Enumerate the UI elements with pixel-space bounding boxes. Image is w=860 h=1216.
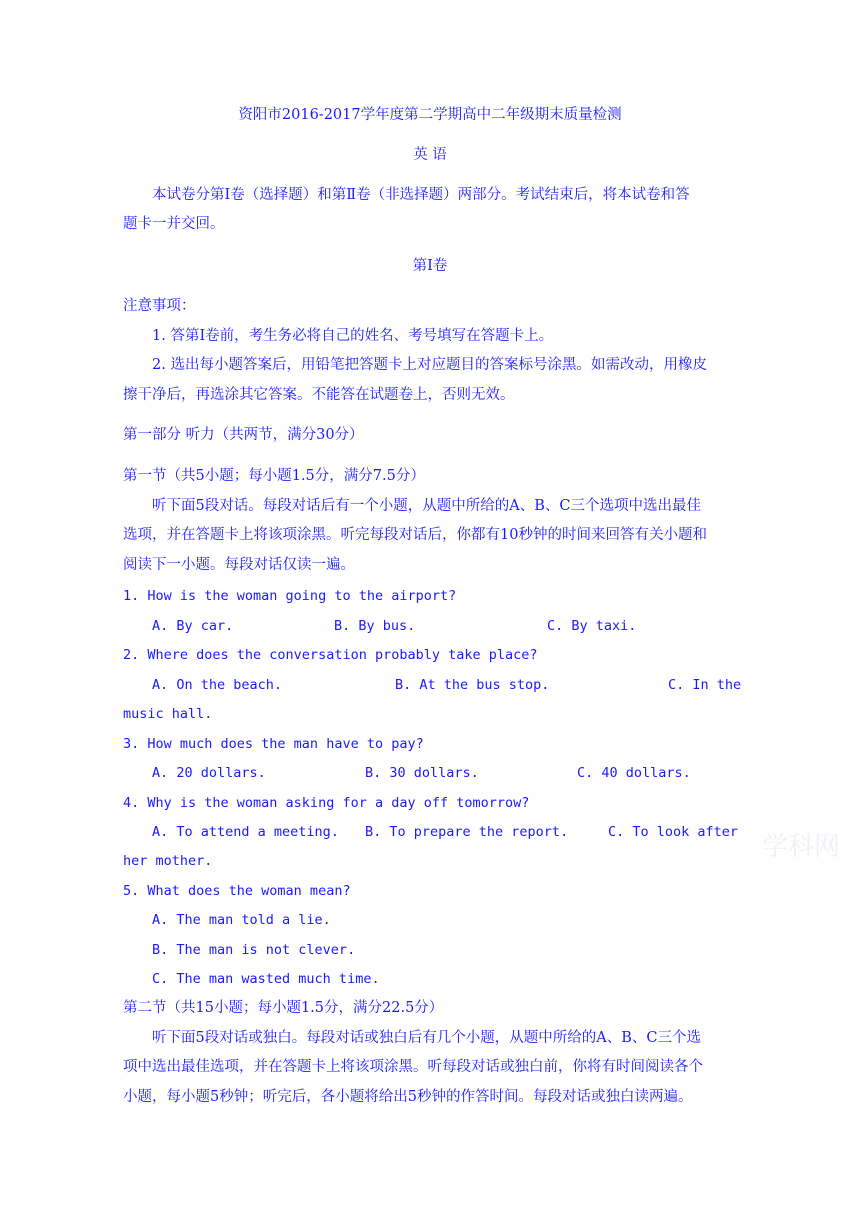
- question-4-option-c: C. To look after: [608, 824, 739, 840]
- question-3-option-b: B. 30 dollars.: [365, 765, 479, 781]
- volume-title: 第Ⅰ卷: [412, 258, 448, 274]
- question-1-option-c: C. By taxi.: [547, 618, 637, 634]
- section-one-instructions-3: 阅读下一小题。每段对话仅读一遍。: [123, 557, 355, 573]
- question-5-option-c: C. The man wasted much time.: [152, 971, 380, 987]
- question-2-option-b: B. At the bus stop.: [395, 677, 550, 693]
- question-2-option-a: A. On the beach.: [152, 677, 283, 693]
- section-two-instructions: 听下面5段对话或独白。每段对话或独白后有几个小题，从题中所给的A、B、C三个选: [152, 1030, 701, 1046]
- intro-text: 本试卷分第Ⅰ卷（选择题）和第Ⅱ卷（非选择题）两部分。考试结束后，将本试卷和答: [152, 187, 690, 203]
- section-one-instructions-2: 选项，并在答题卡上将该项涂黑。听完每段对话后，你都有10秒钟的时间来回答有关小题和: [123, 527, 707, 543]
- section-two-title: 第二节（共15小题；每小题1.5分，满分22.5分）: [123, 1000, 444, 1016]
- notes-item-1: 1. 答第Ⅰ卷前，考生务必将自己的姓名、考号填写在答题卡上。: [152, 328, 554, 344]
- exam-title: 资阳市2016-2017学年度第二学期高中二年级期末质量检测: [238, 107, 622, 123]
- question-1-option-b: B. By bus.: [334, 618, 416, 634]
- question-2-stem: 2. Where does the conversation probably take place?: [123, 647, 538, 663]
- intro-text-continued: 题卡一并交回。: [123, 216, 225, 232]
- question-1-option-a: A. By car.: [152, 618, 234, 634]
- question-5-stem: 5. What does the woman mean?: [123, 883, 351, 899]
- part-one-title: 第一部分 听力（共两节，满分30分）: [123, 427, 364, 443]
- question-3-stem: 3. How much does the man have to pay?: [123, 736, 424, 752]
- watermark-logo: 学科网: [762, 832, 841, 862]
- question-5-option-a: A. The man told a lie.: [152, 912, 331, 928]
- notes-item-2: 2. 选出每小题答案后，用铅笔把答题卡上对应题目的答案标号涂黑。如需改动，用橡皮: [152, 357, 707, 373]
- question-1-stem: 1. How is the woman going to the airport?: [123, 588, 457, 604]
- notes-heading: 注意事项：: [123, 298, 196, 314]
- question-2-option-c: C. In the: [668, 677, 742, 693]
- section-two-instructions-3: 小题，每小题5秒钟；听完后，各小题将给出5秒钟的作答时间。每段对话或独白读两遍。: [123, 1089, 693, 1105]
- question-3-option-a: A. 20 dollars.: [152, 765, 266, 781]
- question-4-option-c-continued: her mother.: [123, 853, 213, 869]
- question-4-stem: 4. Why is the woman asking for a day off tomorrow?: [123, 795, 530, 811]
- section-one-title: 第一节（共5小题；每小题1.5分，满分7.5分）: [123, 468, 425, 484]
- section-one-instructions: 听下面5段对话。每段对话后有一个小题，从题中所给的A、B、C三个选项中选出最佳: [152, 498, 701, 514]
- question-2-option-c-continued: music hall.: [123, 706, 213, 722]
- section-two-instructions-2: 项中选出最佳选项，并在答题卡上将该项涂黑。听每段对话或独白前，你将有时间阅读各个: [123, 1059, 703, 1075]
- subject-title: 英 语: [413, 147, 447, 163]
- question-4-option-b: B. To prepare the report.: [365, 824, 569, 840]
- question-3-option-c: C. 40 dollars.: [577, 765, 691, 781]
- notes-item-2-continued: 擦干净后，再选涂其它答案。不能答在试题卷上，否则无效。: [123, 387, 515, 403]
- question-5-option-b: B. The man is not clever.: [152, 942, 356, 958]
- question-4-option-a: A. To attend a meeting.: [152, 824, 339, 840]
